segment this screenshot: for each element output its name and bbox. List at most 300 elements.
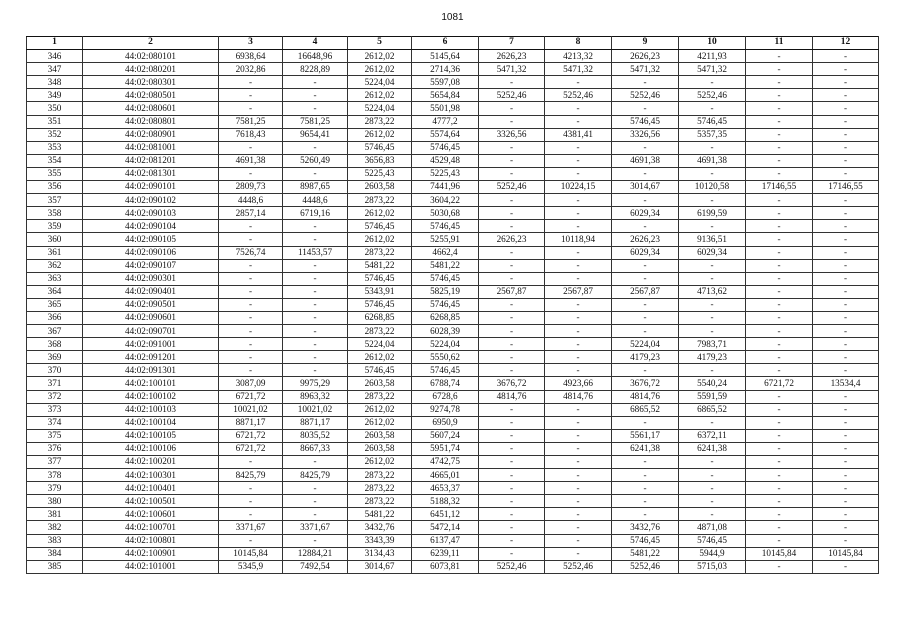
table-cell: 5746,45 [679,534,746,547]
table-cell: 6241,38 [679,442,746,455]
table-cell: 5224,04 [412,338,479,351]
table-cell: - [479,115,545,128]
table-cell: - [746,338,813,351]
table-cell: - [219,364,283,377]
table-cell: - [813,141,879,154]
table-cell: 44:02:091301 [83,364,219,377]
table-cell: 351 [27,115,83,128]
table-cell: - [219,311,283,324]
table-cell: - [746,154,813,167]
table-cell: - [545,272,612,285]
header-row [27,37,879,50]
table-cell: - [479,495,545,508]
table-cell: - [746,429,813,442]
table-cell: 5345,9 [219,560,283,573]
column-header-5: 5 [348,37,412,50]
table-cell: - [612,311,679,324]
table-cell: - [679,456,746,469]
table-cell: 2612,02 [348,456,412,469]
table-cell: - [813,154,879,167]
table-cell: - [219,534,283,547]
table-row [27,338,879,351]
table-cell: 6719,16 [283,207,348,220]
table-cell: - [219,482,283,495]
table-cell: - [746,89,813,102]
table-cell: 5746,45 [348,364,412,377]
table-cell: - [545,521,612,534]
table-cell: 383 [27,534,83,547]
table-row [27,495,879,508]
table-cell: - [746,351,813,364]
table-cell: - [746,259,813,272]
table-cell: - [679,76,746,89]
table-cell: 6137,47 [412,534,479,547]
table-cell: - [612,141,679,154]
table-cell: 358 [27,207,83,220]
table-cell: 5654,84 [412,89,479,102]
table-cell: - [679,495,746,508]
table-cell: - [219,325,283,338]
table-row [27,141,879,154]
table-cell: 5225,43 [412,167,479,180]
table-cell: 4665,01 [412,469,479,482]
table-cell: 44:02:100105 [83,429,219,442]
table-header [27,37,879,50]
table-cell: - [283,89,348,102]
column-header-3: 3 [219,37,283,50]
column-header-10: 10 [679,37,746,50]
table-cell: - [283,508,348,521]
table-cell: 377 [27,456,83,469]
table-cell: - [679,141,746,154]
table-cell: - [479,259,545,272]
table-cell: - [746,141,813,154]
table-cell: 44:02:091001 [83,338,219,351]
table-cell: - [283,220,348,233]
table-cell: - [283,325,348,338]
table-cell: 372 [27,390,83,403]
table-cell: 44:02:100101 [83,377,219,390]
table-cell: - [813,508,879,521]
table-cell: 44:02:080101 [83,50,219,63]
table-cell: - [612,298,679,311]
table-cell: 2612,02 [348,63,412,76]
column-header-9: 9 [612,37,679,50]
table-cell: 4691,38 [679,154,746,167]
table-cell: 2612,02 [348,416,412,429]
table-cell: 350 [27,102,83,115]
table-cell: 44:02:080801 [83,115,219,128]
table-cell: 5471,32 [545,63,612,76]
table-cell: 5746,45 [412,272,479,285]
table-cell: 44:02:090101 [83,181,219,194]
table-cell: 346 [27,50,83,63]
table-cell: 44:02:081001 [83,141,219,154]
table-cell: 3326,56 [612,128,679,141]
table-cell: 357 [27,194,83,207]
table-cell: - [479,456,545,469]
table-cell: 4814,76 [479,390,545,403]
table-cell: - [746,115,813,128]
table-cell: 17146,55 [746,181,813,194]
table-cell: - [545,547,612,560]
table-cell: 3343,39 [348,534,412,547]
table-cell: - [813,311,879,324]
table-cell: 44:02:080201 [83,63,219,76]
table-cell: 6372,11 [679,429,746,442]
table-cell: - [679,364,746,377]
table-cell: - [545,154,612,167]
table-cell: - [813,128,879,141]
table-cell: 44:02:090701 [83,325,219,338]
table-cell: - [612,259,679,272]
table-cell: 10021,02 [219,403,283,416]
table-cell: 354 [27,154,83,167]
table-cell: 370 [27,364,83,377]
table-cell: - [479,154,545,167]
table-cell: 9136,51 [679,233,746,246]
table-cell: 353 [27,141,83,154]
table-cell: 4179,23 [612,351,679,364]
table-cell: - [813,220,879,233]
table-row [27,128,879,141]
table-cell: 10120,58 [679,181,746,194]
table-cell: - [545,259,612,272]
table-cell: 6865,52 [679,403,746,416]
table-cell: - [813,534,879,547]
table-cell: - [612,167,679,180]
table-cell: - [746,390,813,403]
table-cell: 6199,59 [679,207,746,220]
table-cell: - [545,456,612,469]
table-cell: 366 [27,311,83,324]
table-row [27,521,879,534]
table-cell: 44:02:100901 [83,547,219,560]
table-cell: - [612,495,679,508]
table-cell: 2873,22 [348,482,412,495]
table-cell: 10224,15 [545,181,612,194]
table-cell: 7581,25 [283,115,348,128]
table-cell: 3014,67 [348,560,412,573]
table-cell: 5607,24 [412,429,479,442]
table-row [27,311,879,324]
table-cell: - [813,115,879,128]
table-cell: 5030,68 [412,207,479,220]
table-cell: 384 [27,547,83,560]
table-cell: 3134,43 [348,547,412,560]
table-cell: 5591,59 [679,390,746,403]
table-cell: 5471,32 [679,63,746,76]
table-cell: - [545,167,612,180]
table-cell: 2626,23 [479,50,545,63]
table-cell: 6721,72 [219,429,283,442]
table-cell: - [479,194,545,207]
table-cell: 5481,22 [348,508,412,521]
table-cell: 4179,23 [679,351,746,364]
column-header-8: 8 [545,37,612,50]
table-cell: - [813,298,879,311]
table-cell: - [479,338,545,351]
table-cell: 4814,76 [545,390,612,403]
table-cell: - [479,141,545,154]
table-cell: 347 [27,63,83,76]
table-cell: - [813,259,879,272]
table-cell: 2567,87 [612,285,679,298]
data-table [26,36,879,574]
table-cell: 4662,4 [412,246,479,259]
table-cell: 4691,38 [219,154,283,167]
table-cell: - [746,50,813,63]
table-cell: - [746,76,813,89]
table-cell: 2567,87 [545,285,612,298]
table-cell: 10145,84 [813,547,879,560]
table-cell: - [219,141,283,154]
table-cell: - [746,508,813,521]
table-cell: 3676,72 [479,377,545,390]
table-cell: 5471,32 [479,63,545,76]
table-cell: 2626,23 [612,233,679,246]
table-cell: 9654,41 [283,128,348,141]
table-cell: 4213,32 [545,50,612,63]
table-cell: 11453,57 [283,246,348,259]
table-cell: 5746,45 [348,272,412,285]
table-cell: 5481,22 [612,547,679,560]
table-row [27,115,879,128]
table-cell: 2612,02 [348,128,412,141]
table-cell: - [479,246,545,259]
table-cell: - [746,482,813,495]
table-cell: 5746,45 [612,115,679,128]
table-cell: 8425,79 [219,469,283,482]
table-cell: - [746,469,813,482]
table-cell: - [746,521,813,534]
table-row [27,390,879,403]
table-cell: - [679,311,746,324]
table-row [27,285,879,298]
column-header-12: 12 [813,37,879,50]
table-cell: 44:02:090106 [83,246,219,259]
table-cell: 5746,45 [412,298,479,311]
table-cell: 44:02:100601 [83,508,219,521]
table-cell: 6073,81 [412,560,479,573]
table-cell: 6950,9 [412,416,479,429]
table-row [27,167,879,180]
table-cell: 2567,87 [479,285,545,298]
column-header-2: 2 [83,37,219,50]
table-cell: - [283,272,348,285]
table-cell: 5540,24 [679,377,746,390]
table-row [27,325,879,338]
table-cell: - [746,403,813,416]
table-cell: - [283,285,348,298]
table-cell: 373 [27,403,83,416]
table-cell: - [612,272,679,285]
table-cell: 3656,83 [348,154,412,167]
table-cell: - [219,456,283,469]
table-cell: - [746,560,813,573]
table-cell: 7618,43 [219,128,283,141]
table-cell: 2603,58 [348,377,412,390]
table-cell: 2809,73 [219,181,283,194]
table-cell: 10021,02 [283,403,348,416]
table-cell: 44:02:100102 [83,390,219,403]
table-cell: - [746,128,813,141]
table-cell: - [746,194,813,207]
table-cell: - [746,442,813,455]
table-cell: - [813,456,879,469]
table-cell: 3014,67 [612,181,679,194]
table-cell: 6268,85 [348,311,412,324]
table-cell: 348 [27,76,83,89]
table-cell: - [746,63,813,76]
table-cell: 6721,72 [219,390,283,403]
table-cell: 365 [27,298,83,311]
table-cell: 5252,46 [479,181,545,194]
table-cell: 5224,04 [348,102,412,115]
table-cell: 4529,48 [412,154,479,167]
table-cell: - [479,311,545,324]
table-cell: 5944,9 [679,547,746,560]
table-cell: - [479,482,545,495]
table-cell: - [479,547,545,560]
table-cell: 3087,09 [219,377,283,390]
table-row [27,259,879,272]
table-cell: 5550,62 [412,351,479,364]
table-cell: - [479,429,545,442]
table-cell: - [283,364,348,377]
table-cell: - [219,495,283,508]
table-cell: 2626,23 [612,50,679,63]
table-cell: - [219,167,283,180]
table-cell: 382 [27,521,83,534]
table-cell: 378 [27,469,83,482]
table-cell: - [813,207,879,220]
table-cell: 355 [27,167,83,180]
table-cell: 44:02:081201 [83,154,219,167]
table-row [27,63,879,76]
table-cell: - [479,325,545,338]
table-cell: 44:02:090103 [83,207,219,220]
table-cell: 6721,72 [219,442,283,455]
table-cell: 44:02:090601 [83,311,219,324]
table-cell: 2714,36 [412,63,479,76]
table-cell: 10118,94 [545,233,612,246]
table-cell: - [746,285,813,298]
page-number: 1081 [441,12,464,23]
table-cell: - [545,102,612,115]
table-cell: - [479,76,545,89]
table-row [27,207,879,220]
table-cell: 5746,45 [412,364,479,377]
table-cell: - [545,469,612,482]
table-cell: 44:02:080901 [83,128,219,141]
table-cell: 379 [27,482,83,495]
table-cell: 5574,64 [412,128,479,141]
table-cell: - [813,89,879,102]
table-cell: 8871,17 [219,416,283,429]
table-cell: - [219,89,283,102]
table-cell: 5252,46 [679,89,746,102]
table-cell: 4448,6 [219,194,283,207]
table-cell: - [746,233,813,246]
table-cell: 5481,22 [348,259,412,272]
table-cell: - [679,102,746,115]
table-cell: 8228,89 [283,63,348,76]
table-cell: - [746,298,813,311]
table-cell: - [219,220,283,233]
table-cell: - [283,76,348,89]
table-cell: 5357,35 [679,128,746,141]
table-cell: 8871,17 [283,416,348,429]
table-cell: - [813,521,879,534]
table-cell: 2612,02 [348,89,412,102]
table-cell: 44:02:100701 [83,521,219,534]
table-cell: 6865,52 [612,403,679,416]
table-cell: 4814,76 [612,390,679,403]
table-cell: - [813,364,879,377]
table-cell: - [545,220,612,233]
table-cell: - [479,469,545,482]
table-cell: - [545,325,612,338]
table-cell: 376 [27,442,83,455]
table-cell: 5746,45 [412,220,479,233]
table-cell: 5746,45 [679,115,746,128]
table-cell: - [545,508,612,521]
table-cell: - [479,534,545,547]
table-cell: - [813,102,879,115]
table-cell: 7526,74 [219,246,283,259]
table-cell: 6721,72 [746,377,813,390]
table-row [27,442,879,455]
table-cell: 5746,45 [412,141,479,154]
table-cell: - [813,167,879,180]
column-header-6: 6 [412,37,479,50]
table-cell: 9274,78 [412,403,479,416]
table-cell: 4713,62 [679,285,746,298]
table-row [27,154,879,167]
table-cell: - [283,298,348,311]
table-cell: - [612,220,679,233]
table-cell: 5715,03 [679,560,746,573]
table-cell: 44:02:080301 [83,76,219,89]
table-cell: 5746,45 [612,534,679,547]
table-cell: 13534,4 [813,377,879,390]
table-cell: 360 [27,233,83,246]
table-cell: 44:02:090107 [83,259,219,272]
table-cell: - [219,508,283,521]
table-row [27,429,879,442]
table-cell: 44:02:090104 [83,220,219,233]
table-cell: - [746,311,813,324]
table-cell: 6788,74 [412,377,479,390]
table-cell: 44:02:100401 [83,482,219,495]
table-cell: 5252,46 [479,89,545,102]
table-row [27,403,879,416]
table-cell: 8987,65 [283,181,348,194]
table-cell: 359 [27,220,83,233]
table-cell: 2873,22 [348,325,412,338]
table-row [27,364,879,377]
table-cell: 44:02:090501 [83,298,219,311]
table-cell: - [545,207,612,220]
table-cell: - [612,416,679,429]
table-cell: 2873,22 [348,246,412,259]
table-cell: 367 [27,325,83,338]
table-row [27,194,879,207]
table-cell: 5501,98 [412,102,479,115]
table-cell: - [679,272,746,285]
table-cell: - [679,259,746,272]
